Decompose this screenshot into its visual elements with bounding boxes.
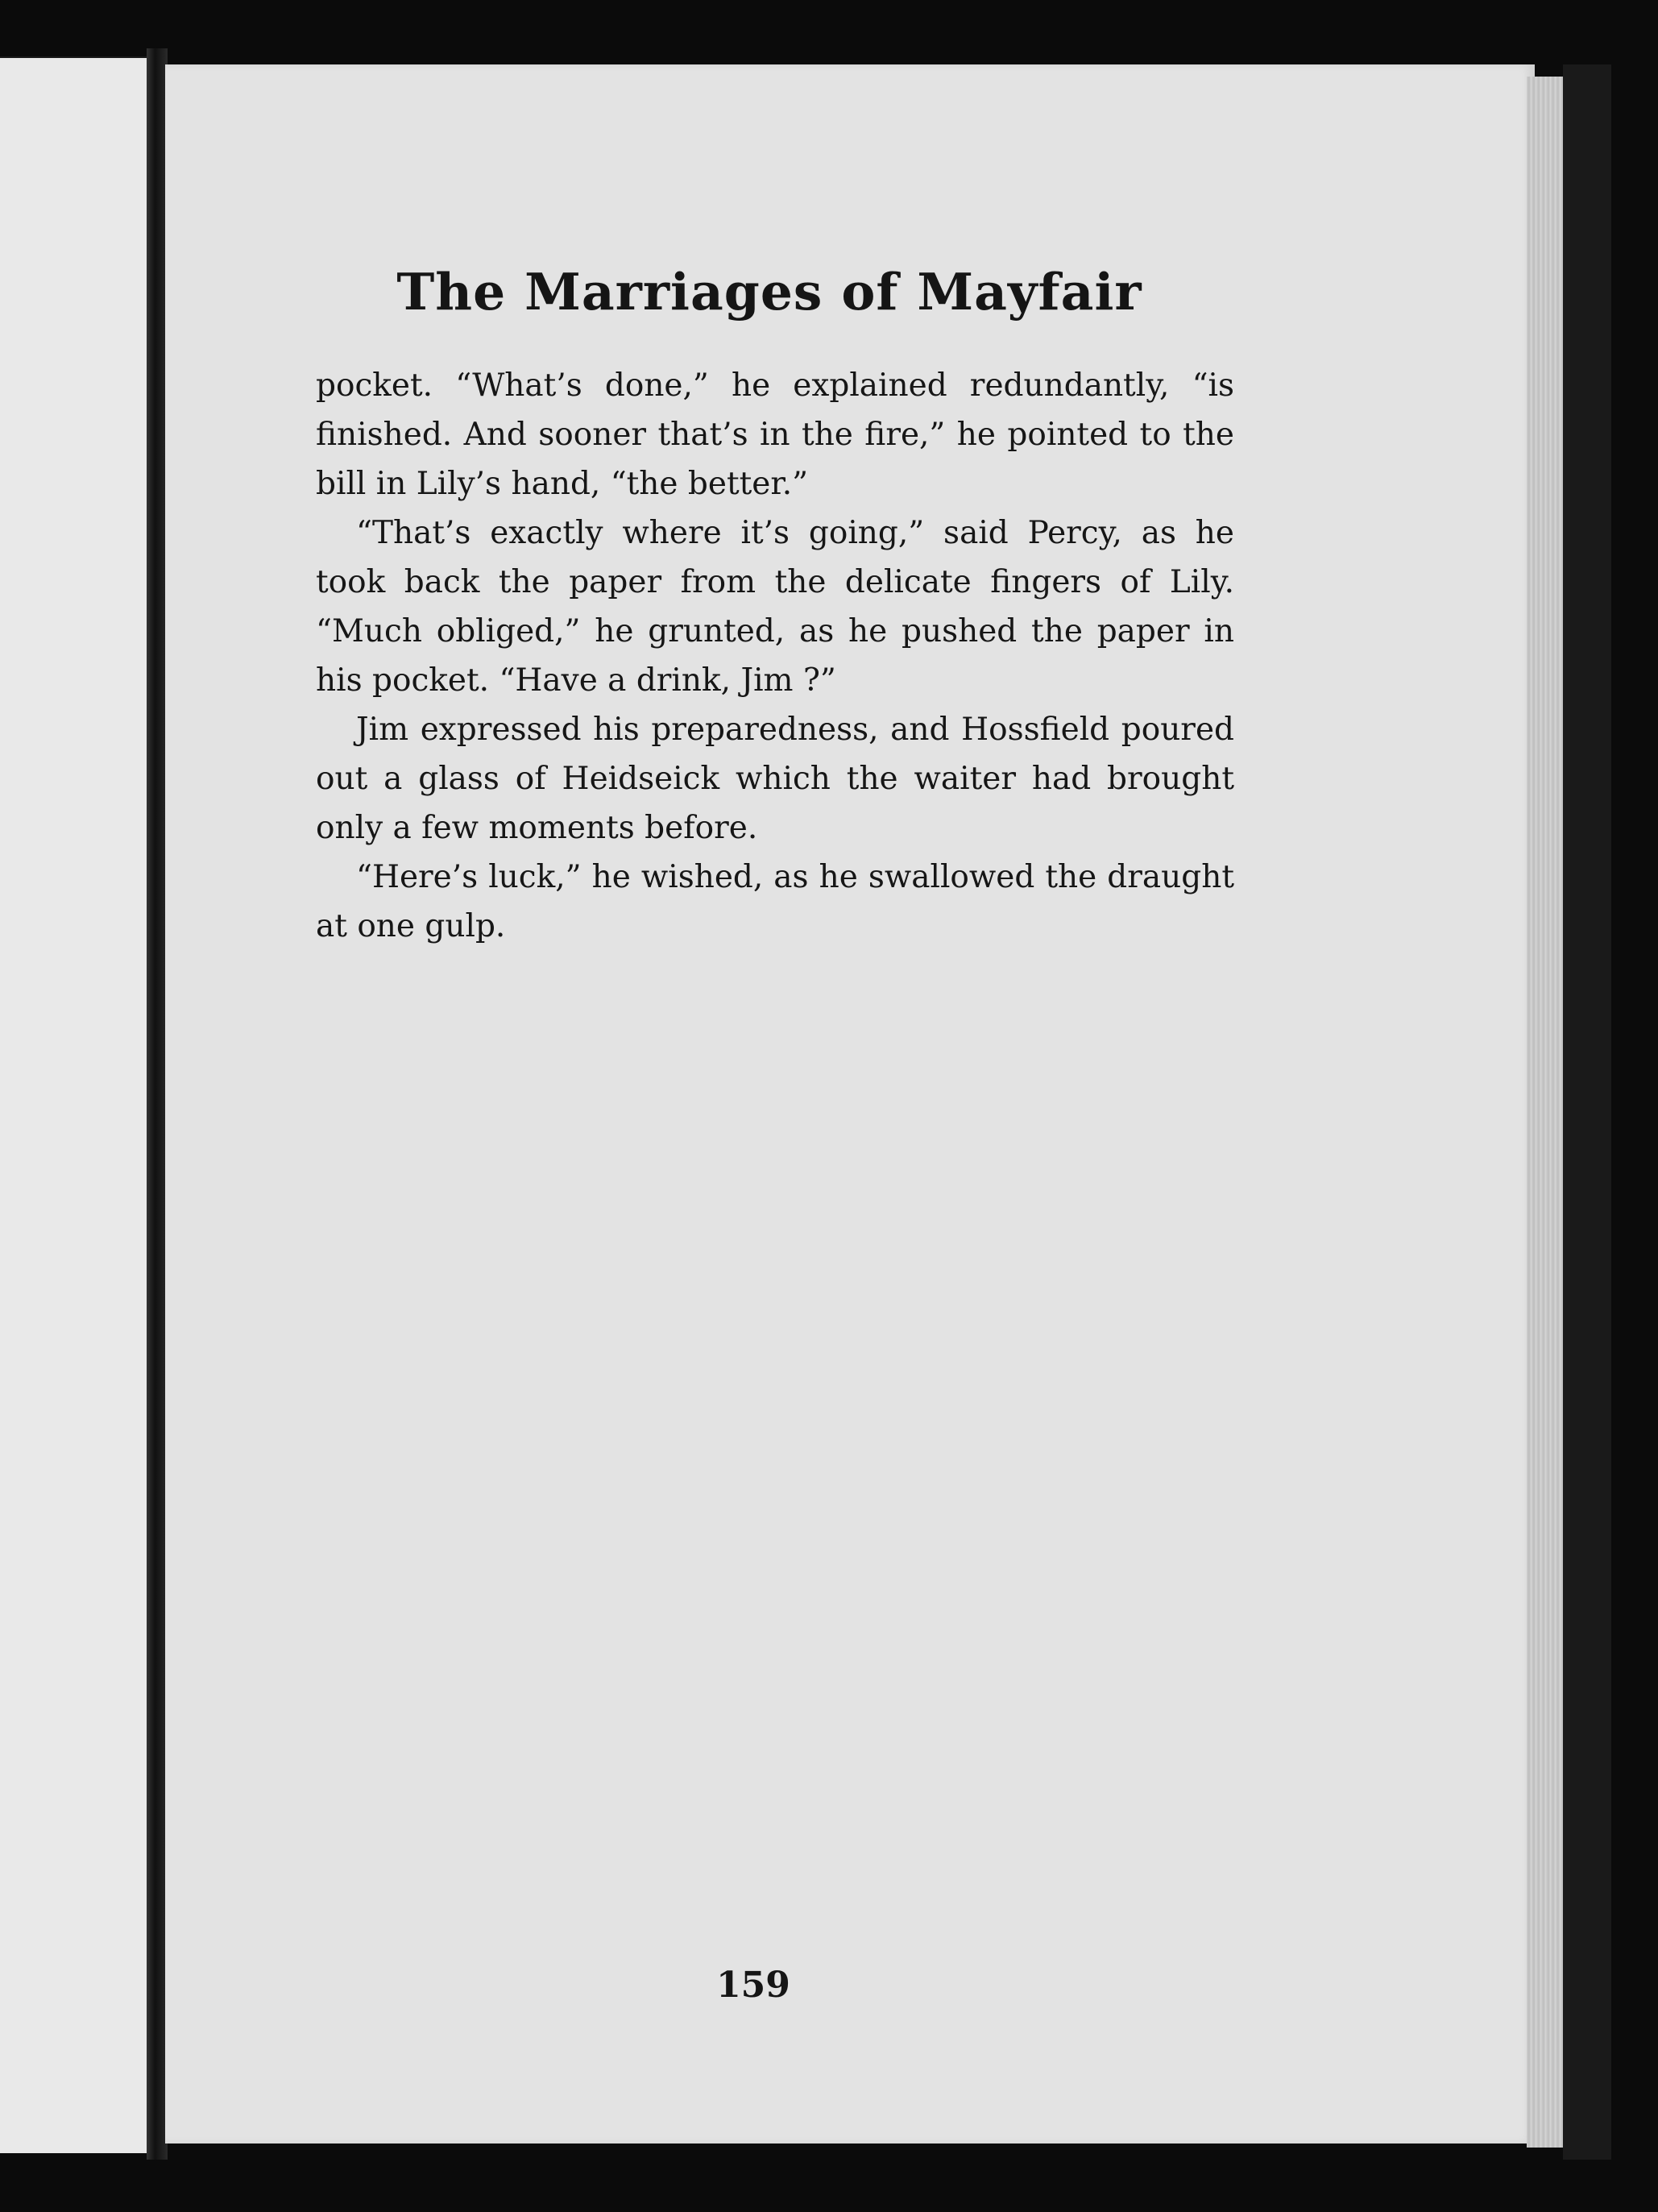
paragraph-2: “That’s exactly where it’s going,” said Percy, as he took back the paper from the delicate fingers of Lily. “Much obliged,” he grunted, as he pushed the paper in his pocket. “Have a drink, Jim ?” <box>316 515 1234 699</box>
paragraph-1: pocket. “What’s done,” he explained redundantly, “is finished. And sooner that’s in the fire,” he pointed to the bill in Lily’s hand, “the better.” <box>316 367 1234 502</box>
running-head: The Marriages of Mayfair <box>396 262 1142 322</box>
paragraph-3: Jim expressed his preparedness, and Hossfield poured out a glass of Heidseick which the waiter had brought only a few moments before. <box>316 712 1234 846</box>
page-stack-edge <box>1527 77 1563 2148</box>
page-number: 159 <box>716 1965 790 2006</box>
book-cover-edge <box>1563 64 1611 2160</box>
facing-page-edge <box>0 56 153 2153</box>
body-text <box>316 361 1234 951</box>
paragraph-4: “Here’s luck,” he wished, as he swallowed the draught at one gulp. <box>316 859 1234 944</box>
